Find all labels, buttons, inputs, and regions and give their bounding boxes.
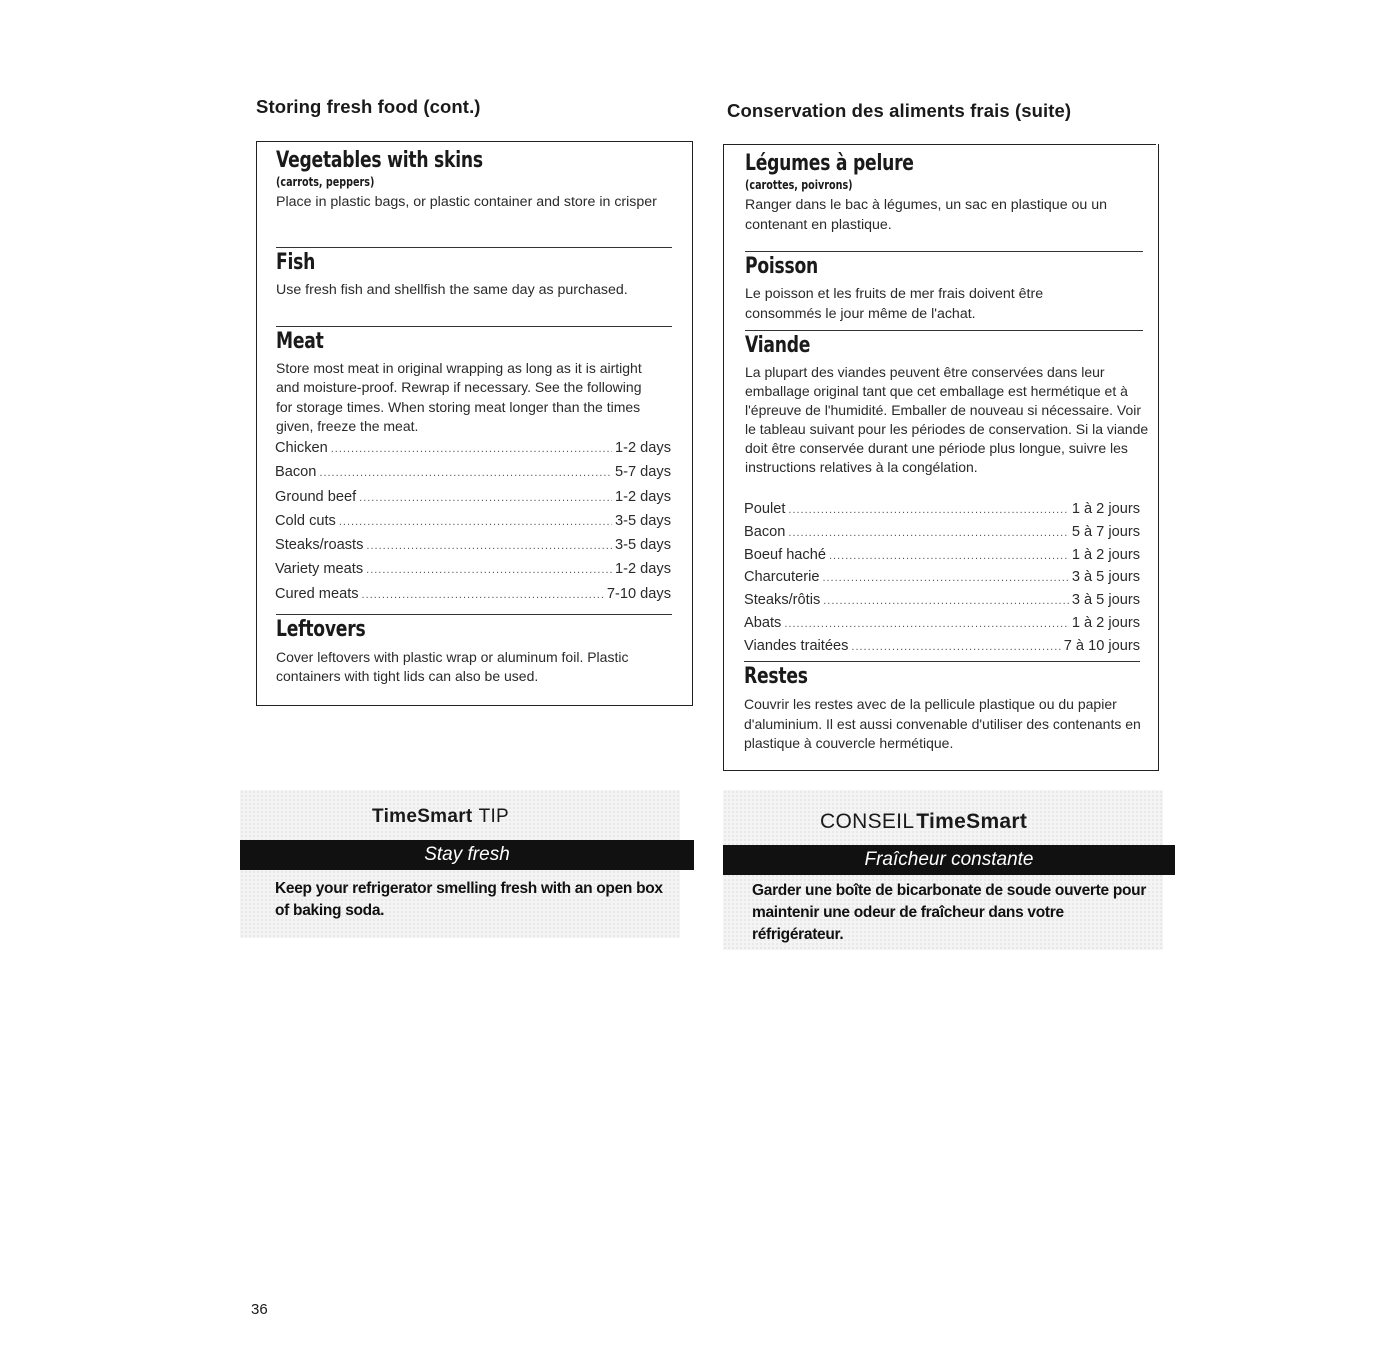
- row-label: Bacon: [275, 464, 317, 481]
- row-label: Variety meats: [275, 561, 364, 578]
- dot-leader: [339, 516, 612, 528]
- poisson-text: Le poisson et les fruits de mer frais doivent être consommés le jour même de l'achat.: [745, 286, 1044, 322]
- dot-leader: [788, 504, 1068, 516]
- row-value: 3-5 days: [615, 512, 671, 529]
- row-label: Boeuf haché: [744, 546, 826, 563]
- poisson-title: Poisson: [745, 254, 819, 279]
- row-value: 7 à 10 jours: [1063, 637, 1140, 654]
- page-number: 36: [251, 1301, 268, 1318]
- dot-leader: [823, 595, 1069, 607]
- row-value: 3 à 5 jours: [1071, 569, 1140, 586]
- divider: [745, 330, 1143, 331]
- meat-storage-table: [275, 440, 671, 610]
- divider: [276, 326, 672, 327]
- meat-title: Meat: [276, 329, 324, 354]
- table-row: [275, 537, 671, 561]
- table-row: [744, 638, 1140, 661]
- dot-leader: [366, 540, 612, 552]
- row-value: 5-7 days: [615, 464, 671, 481]
- logo-prefix: CONSEIL: [820, 810, 915, 833]
- row-label: Cured meats: [275, 585, 359, 602]
- fish-title: Fish: [276, 250, 316, 275]
- vegetables-subtitle: (carrots, peppers): [276, 175, 375, 189]
- dot-leader: [366, 564, 612, 576]
- row-value: 1-2 days: [615, 440, 671, 456]
- section-poisson: [745, 254, 1143, 324]
- tip-text: Keep your refrigerator smelling fresh with an open box of baking soda.: [275, 880, 663, 919]
- dot-leader: [822, 572, 1068, 584]
- row-value: 5 à 7 jours: [1071, 523, 1140, 540]
- table-row: [744, 592, 1140, 615]
- timesmart-tip-logo: [372, 806, 509, 828]
- dot-leader: [319, 467, 612, 479]
- legumes-text: Ranger dans le bac à légumes, un sac en plastique ou un contenant en plastique.: [745, 197, 1108, 233]
- dot-leader: [788, 527, 1068, 539]
- tip-title-bar: Fraîcheur constante: [723, 845, 1175, 875]
- dot-leader: [362, 589, 604, 601]
- section-meat: [276, 329, 666, 436]
- table-row: [275, 513, 671, 537]
- vegetables-title: Vegetables with skins: [276, 148, 483, 173]
- logo-brand: TimeSmart: [372, 806, 473, 827]
- divider: [744, 661, 1140, 662]
- section-fish: [276, 250, 666, 301]
- legumes-title: Légumes à pelure: [745, 151, 914, 176]
- dot-leader: [359, 492, 612, 504]
- row-label: Viandes traitées: [744, 637, 849, 654]
- viande-storage-table: [744, 501, 1140, 661]
- viande-text: La plupart des viandes peuvent être conservées dans leur emballage original tant que cet emballage est hermétique et à l'épreuve de l'humidité. Emballer de nouveau si nécessaire. Voir le tableau suivant pour les périodes de conservation. Si la viande doit être conservée durant une période plus longue, suivre les instructions relatives à la congélation.: [745, 364, 1149, 475]
- row-value: 1-2 days: [615, 561, 671, 578]
- row-label: Steaks/rôtis: [744, 592, 821, 609]
- table-row: [744, 569, 1140, 592]
- row-label: Ground beef: [275, 488, 357, 505]
- table-row: [744, 524, 1140, 547]
- row-value: 3-5 days: [615, 537, 671, 554]
- dot-leader: [851, 641, 1060, 653]
- section-restes: [744, 664, 1148, 754]
- table-row: [744, 501, 1140, 524]
- row-label: Cold cuts: [275, 512, 336, 529]
- table-row: [275, 586, 671, 610]
- row-value: 1 à 2 jours: [1071, 501, 1140, 517]
- divider: [745, 251, 1143, 252]
- section-viande: [745, 333, 1149, 477]
- divider: [276, 614, 672, 615]
- row-value: 3 à 5 jours: [1071, 592, 1140, 609]
- vegetables-text: Place in plastic bags, or plastic container and store in crisper: [276, 194, 657, 210]
- row-label: Steaks/roasts: [275, 537, 364, 554]
- row-label: Charcuterie: [744, 569, 820, 586]
- legumes-subtitle: (carottes, poivrons): [745, 178, 853, 192]
- tip-title-bar: Stay fresh: [240, 840, 694, 870]
- logo-brand: TimeSmart: [916, 810, 1028, 833]
- table-row: [275, 489, 671, 513]
- section-leftovers: [276, 617, 666, 686]
- table-row: [275, 440, 671, 464]
- dot-leader: [331, 443, 612, 455]
- dot-leader: [829, 550, 1069, 562]
- table-row: [275, 561, 671, 585]
- row-value: 1-2 days: [615, 488, 671, 505]
- restes-title: Restes: [744, 664, 808, 689]
- fish-text: Use fresh fish and shellfish the same day as purchased.: [276, 282, 628, 298]
- dot-leader: [784, 618, 1069, 630]
- english-heading: Storing fresh food (cont.): [256, 96, 481, 117]
- restes-text: Couvrir les restes avec de la pellicule plastique ou du papier d'aluminium. Il est aussi convenable d'utiliser des contenants en plastique à couvercle hermétique.: [744, 696, 1141, 751]
- section-legumes: [745, 151, 1155, 235]
- leftovers-title: Leftovers: [276, 617, 366, 642]
- row-label: Abats: [744, 614, 782, 631]
- tip-text: Garder une boîte de bicarbonate de soude ouverte pour maintenir une odeur de fraîcheur dans votre réfrigérateur.: [752, 882, 1147, 943]
- divider: [276, 247, 672, 248]
- row-label: Bacon: [744, 523, 786, 540]
- french-heading: Conservation des aliments frais (suite): [727, 100, 1072, 121]
- table-row: [275, 464, 671, 488]
- logo-suffix: TIP: [478, 806, 510, 827]
- row-value: 1 à 2 jours: [1071, 614, 1140, 631]
- leftovers-text: Cover leftovers with plastic wrap or aluminum foil. Plastic containers with tight lids can also be used.: [276, 649, 629, 684]
- section-vegetables: [276, 148, 666, 213]
- row-label: Chicken: [275, 440, 328, 456]
- table-row: [744, 615, 1140, 638]
- meat-text: Store most meat in original wrapping as long as it is airtight and moisture-proof. Rewrap if necessary. See the following for storage times. When storing meat longer than the times given, freeze the meat.: [276, 360, 642, 434]
- row-value: 7-10 days: [606, 585, 671, 602]
- conseil-timesmart-logo: [820, 810, 1027, 834]
- row-value: 1 à 2 jours: [1071, 546, 1140, 563]
- table-row: [744, 547, 1140, 570]
- row-label: Poulet: [744, 501, 786, 517]
- viande-title: Viande: [745, 333, 811, 358]
